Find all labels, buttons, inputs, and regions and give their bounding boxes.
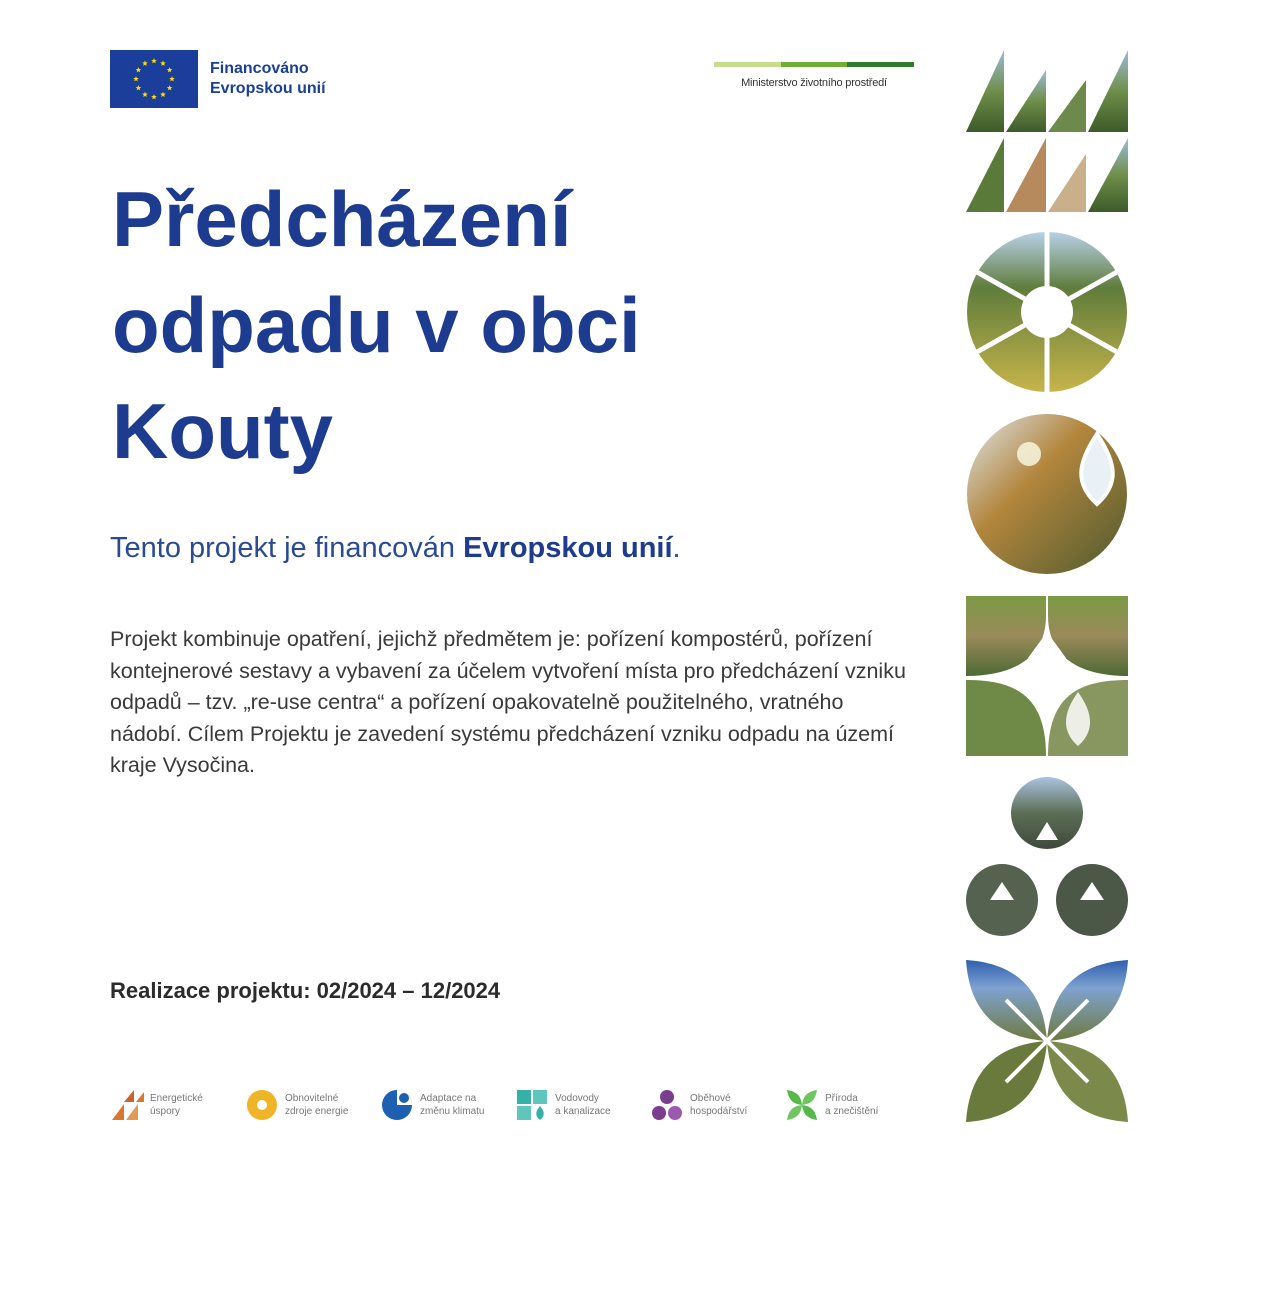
- project-realization-period: Realizace projektu: 02/2024 – 12/2024: [110, 978, 501, 1003]
- category-nature: [785, 1088, 920, 1122]
- eu-logo-line1: Financováno: [210, 60, 309, 77]
- eu-star: [142, 60, 148, 65]
- eu-star: [133, 76, 139, 81]
- page-title: [112, 166, 872, 484]
- ministry-logo-bars: [714, 62, 914, 67]
- eu-star: [151, 94, 157, 99]
- funding-statement-prefix: Tento projekt je financován: [110, 532, 464, 564]
- category-label-1: Vodovody: [555, 1093, 599, 1104]
- category-label-2: zdroje energie: [285, 1106, 349, 1117]
- eu-star: [167, 85, 173, 90]
- climate-adaptation-icon: [380, 1088, 414, 1122]
- category-water-supply: [515, 1088, 650, 1122]
- category-label-2: a kanalizace: [555, 1106, 611, 1117]
- category-label-2: úspory: [150, 1106, 181, 1117]
- category-label-2: hospodářství: [690, 1106, 748, 1117]
- category-label-1: Oběhové: [690, 1093, 731, 1104]
- eu-flag-icon: [110, 50, 198, 108]
- eu-logo-line2: Evropskou unií: [210, 80, 326, 97]
- category-circular-economy: [650, 1088, 785, 1122]
- category-label-1: Příroda: [825, 1093, 858, 1104]
- project-description: Projekt kombinuje opatření, jejichž předmětem je: pořízení kompostérů, pořízení kontejnerové sestavy a vybavení za účelem vytvoření místa pro předcházení vzniku odpadů – tzv. „re-use centra“ a pořízení opakovatelně použitelného, vratného nádobí. Cílem Projektu je zavedení systému předcházení vzniku odpadu na území kraje Vysočina.: [110, 627, 906, 777]
- ministry-name: Ministerstvo životního prostředí: [741, 77, 887, 89]
- mosaic-triangles: [966, 50, 1128, 212]
- eu-star: [136, 67, 142, 72]
- title-line-1: Předcházení: [112, 175, 572, 263]
- category-energy-savings: [110, 1088, 245, 1122]
- funding-statement-suffix: .: [672, 532, 681, 564]
- category-renewable-energy: [245, 1088, 380, 1122]
- eu-star: [160, 92, 166, 97]
- eu-logo-text: [210, 59, 326, 99]
- title-line-3: Kouty: [112, 387, 333, 475]
- nature-icon: [785, 1088, 819, 1122]
- funding-statement-emphasis: Evropskou unií: [463, 532, 673, 564]
- energy-savings-icon: [110, 1088, 144, 1122]
- mosaic-ring: [967, 232, 1127, 392]
- renewable-energy-icon: [245, 1088, 279, 1122]
- category-label-1: Obnovitelné: [285, 1093, 339, 1104]
- ministry-logo: [714, 62, 914, 89]
- category-label-1: Adaptace na: [420, 1093, 477, 1104]
- funding-statement: [110, 532, 681, 565]
- category-label-2: změnu klimatu: [420, 1106, 485, 1117]
- eu-star: [142, 92, 148, 97]
- category-label-1: Energetické: [150, 1093, 203, 1104]
- eu-star: [151, 58, 157, 63]
- mosaic-circle-droplet: [967, 414, 1127, 574]
- eu-funding-logo: [110, 50, 326, 108]
- circular-economy-icon: [650, 1088, 684, 1122]
- mosaic-three-circles: [966, 777, 1128, 936]
- decorative-photo-mosaic: [966, 50, 1128, 1122]
- eu-star: [169, 76, 175, 81]
- title-line-2: odpadu v obci: [112, 281, 641, 369]
- category-label-2: a znečištění: [825, 1106, 879, 1117]
- eu-star: [136, 85, 142, 90]
- category-legend: [110, 1088, 920, 1122]
- mosaic-leaf-cross: [966, 960, 1128, 1122]
- eu-star: [160, 60, 166, 65]
- mosaic-arches: [966, 596, 1128, 756]
- category-climate-adaptation: [380, 1088, 515, 1122]
- eu-star: [167, 67, 173, 72]
- water-supply-icon: [515, 1088, 549, 1122]
